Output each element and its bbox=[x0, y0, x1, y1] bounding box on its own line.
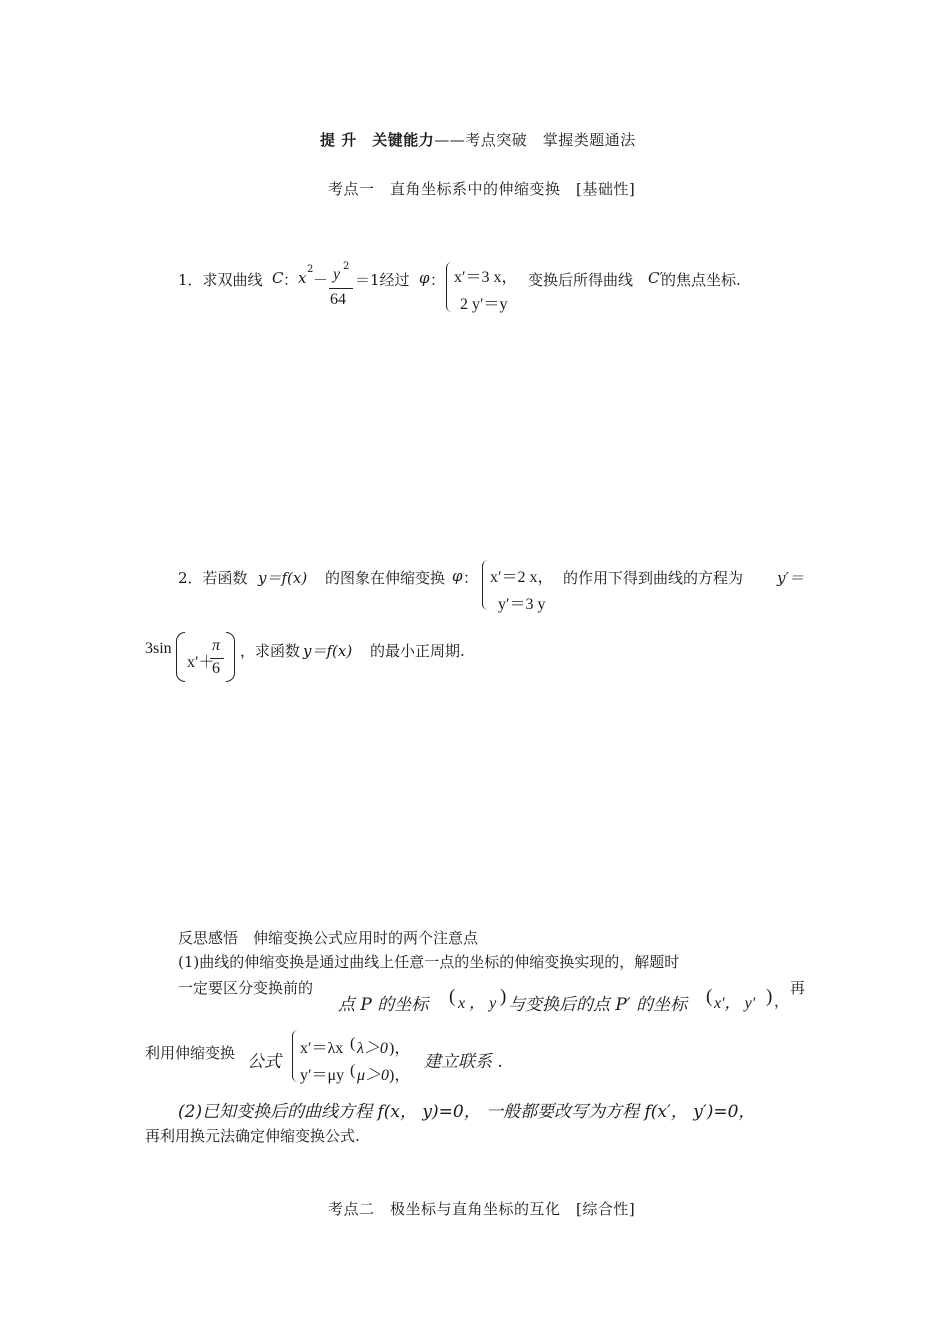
p2-row1: x′＝2 x， bbox=[490, 569, 554, 586]
reflection-p2-line2: 再利用换元法确定伸缩变换公式. bbox=[145, 1127, 360, 1145]
reflection-p1-line2e: 再 bbox=[790, 979, 806, 997]
reflection-p1-line3a: 利用伸缩变换 bbox=[145, 1044, 236, 1062]
reflection-cond1: λ＞0 bbox=[357, 1040, 388, 1057]
p1-suffix: 变换后所得曲线 bbox=[528, 271, 634, 289]
reflection-p1-line2b: 点 P 的坐标 bbox=[338, 995, 429, 1015]
p1-num: y bbox=[333, 266, 341, 283]
p1-curve2: C′ bbox=[648, 269, 663, 287]
p1-curve: C bbox=[272, 269, 284, 287]
reflection-row1: x′＝λx bbox=[300, 1040, 344, 1057]
reflection-paren2-r: ) bbox=[766, 986, 773, 1007]
p2-phi: φ bbox=[452, 567, 463, 585]
reflection-coord2: x′， y′ bbox=[714, 995, 756, 1012]
p2-suffix: 的作用下得到曲线的方程为 bbox=[563, 569, 744, 587]
reflection-paren1-r: ) bbox=[500, 986, 507, 1007]
reflection-p1-line2a: 一定要区分变换前的 bbox=[178, 979, 314, 997]
p2-pi: π bbox=[212, 637, 221, 654]
section1-heading: 考点一 直角坐标系中的伸缩变换 [基础性] bbox=[328, 180, 636, 198]
p2-colon: ： bbox=[463, 569, 479, 587]
p2-mid: 的图象在伸缩变换 bbox=[325, 569, 446, 587]
section2-heading: 考点二 极坐标与直角坐标的互化 [综合性] bbox=[328, 1200, 636, 1218]
reflection-brace bbox=[292, 1030, 299, 1082]
p2-func2: y＝f(x) bbox=[303, 642, 353, 660]
title-rest: ——考点突破 掌握类题通法 bbox=[434, 131, 636, 149]
reflection-p1-line2d: ， bbox=[774, 992, 790, 1010]
p1-row2: 2 y′＝y bbox=[460, 296, 508, 313]
reflection-p1-line3b: 公式 bbox=[247, 1052, 281, 1072]
p1-colon: ： bbox=[283, 271, 299, 289]
reflection-paren2-l: ( bbox=[706, 986, 713, 1007]
p2-six: 6 bbox=[212, 660, 220, 677]
p2-line2-c: 的最小正周期. bbox=[370, 642, 465, 660]
reflection-coord1: x ， y bbox=[458, 995, 497, 1012]
p1-minus: － bbox=[313, 271, 329, 289]
p1-colon2: ： bbox=[430, 271, 446, 289]
reflection-p1-line3c: 建立联系 . bbox=[424, 1052, 503, 1072]
p1-phi: φ bbox=[419, 269, 430, 287]
p2-yprime: y′＝ bbox=[777, 569, 804, 587]
title-bold: 提 升 关键能力 bbox=[320, 131, 435, 149]
p1-den: 64 bbox=[330, 291, 346, 308]
p2-prefix: 2．若函数 bbox=[178, 569, 248, 587]
p2-func: y＝f(x) bbox=[258, 569, 308, 587]
p1-row1: x′＝3 x， bbox=[454, 269, 518, 286]
p1-brace bbox=[446, 262, 453, 312]
p2-line2-b: ，求函数 bbox=[240, 642, 301, 660]
p1-num-exp: 2 bbox=[343, 261, 350, 272]
reflection-cond2: μ＞0 bbox=[357, 1067, 390, 1084]
p2-brace bbox=[482, 560, 489, 610]
p1-suffix2: 的焦点坐标. bbox=[661, 271, 741, 289]
reflection-paren1-l: ( bbox=[449, 986, 456, 1007]
reflection-p1-line2c: 与变换后的点 P′ 的坐标 bbox=[508, 995, 688, 1015]
reflection-cond2-close: )， bbox=[389, 1067, 411, 1084]
p1-eq: ＝1经过 bbox=[355, 271, 410, 289]
reflection-row2: y′＝μy bbox=[300, 1067, 345, 1084]
reflection-cond2-open: ( bbox=[350, 1062, 356, 1079]
p1-x-exp: 2 bbox=[307, 264, 314, 275]
p1-x: x bbox=[298, 269, 307, 287]
p1-prefix: 1．求双曲线 bbox=[178, 271, 263, 289]
reflection-p2-line1: (2)已知变换后的曲线方程 f(x， y)=0， 一般都要改写为方程 f(x′， y′)=0， bbox=[178, 1102, 756, 1122]
p2-3sin: 3sin bbox=[145, 640, 172, 657]
reflection-title: 反思感悟 伸缩变换公式应用时的两个注意点 bbox=[178, 929, 479, 947]
p2-row2: y′＝3 y bbox=[498, 596, 546, 613]
p2-fraction-line bbox=[210, 658, 224, 659]
reflection-p1-line1: (1)曲线的伸缩变换是通过曲线上任意一点的坐标的伸缩变换实现的，解题时 bbox=[178, 953, 680, 971]
reflection-cond1-close: )， bbox=[389, 1040, 411, 1057]
p2-paren-left bbox=[176, 632, 185, 682]
p2-paren-right bbox=[226, 632, 235, 682]
reflection-cond1-open: ( bbox=[350, 1035, 356, 1052]
p1-fraction-line bbox=[329, 288, 353, 289]
p2-inner: x′＋ bbox=[187, 654, 215, 671]
page-title bbox=[320, 129, 636, 150]
